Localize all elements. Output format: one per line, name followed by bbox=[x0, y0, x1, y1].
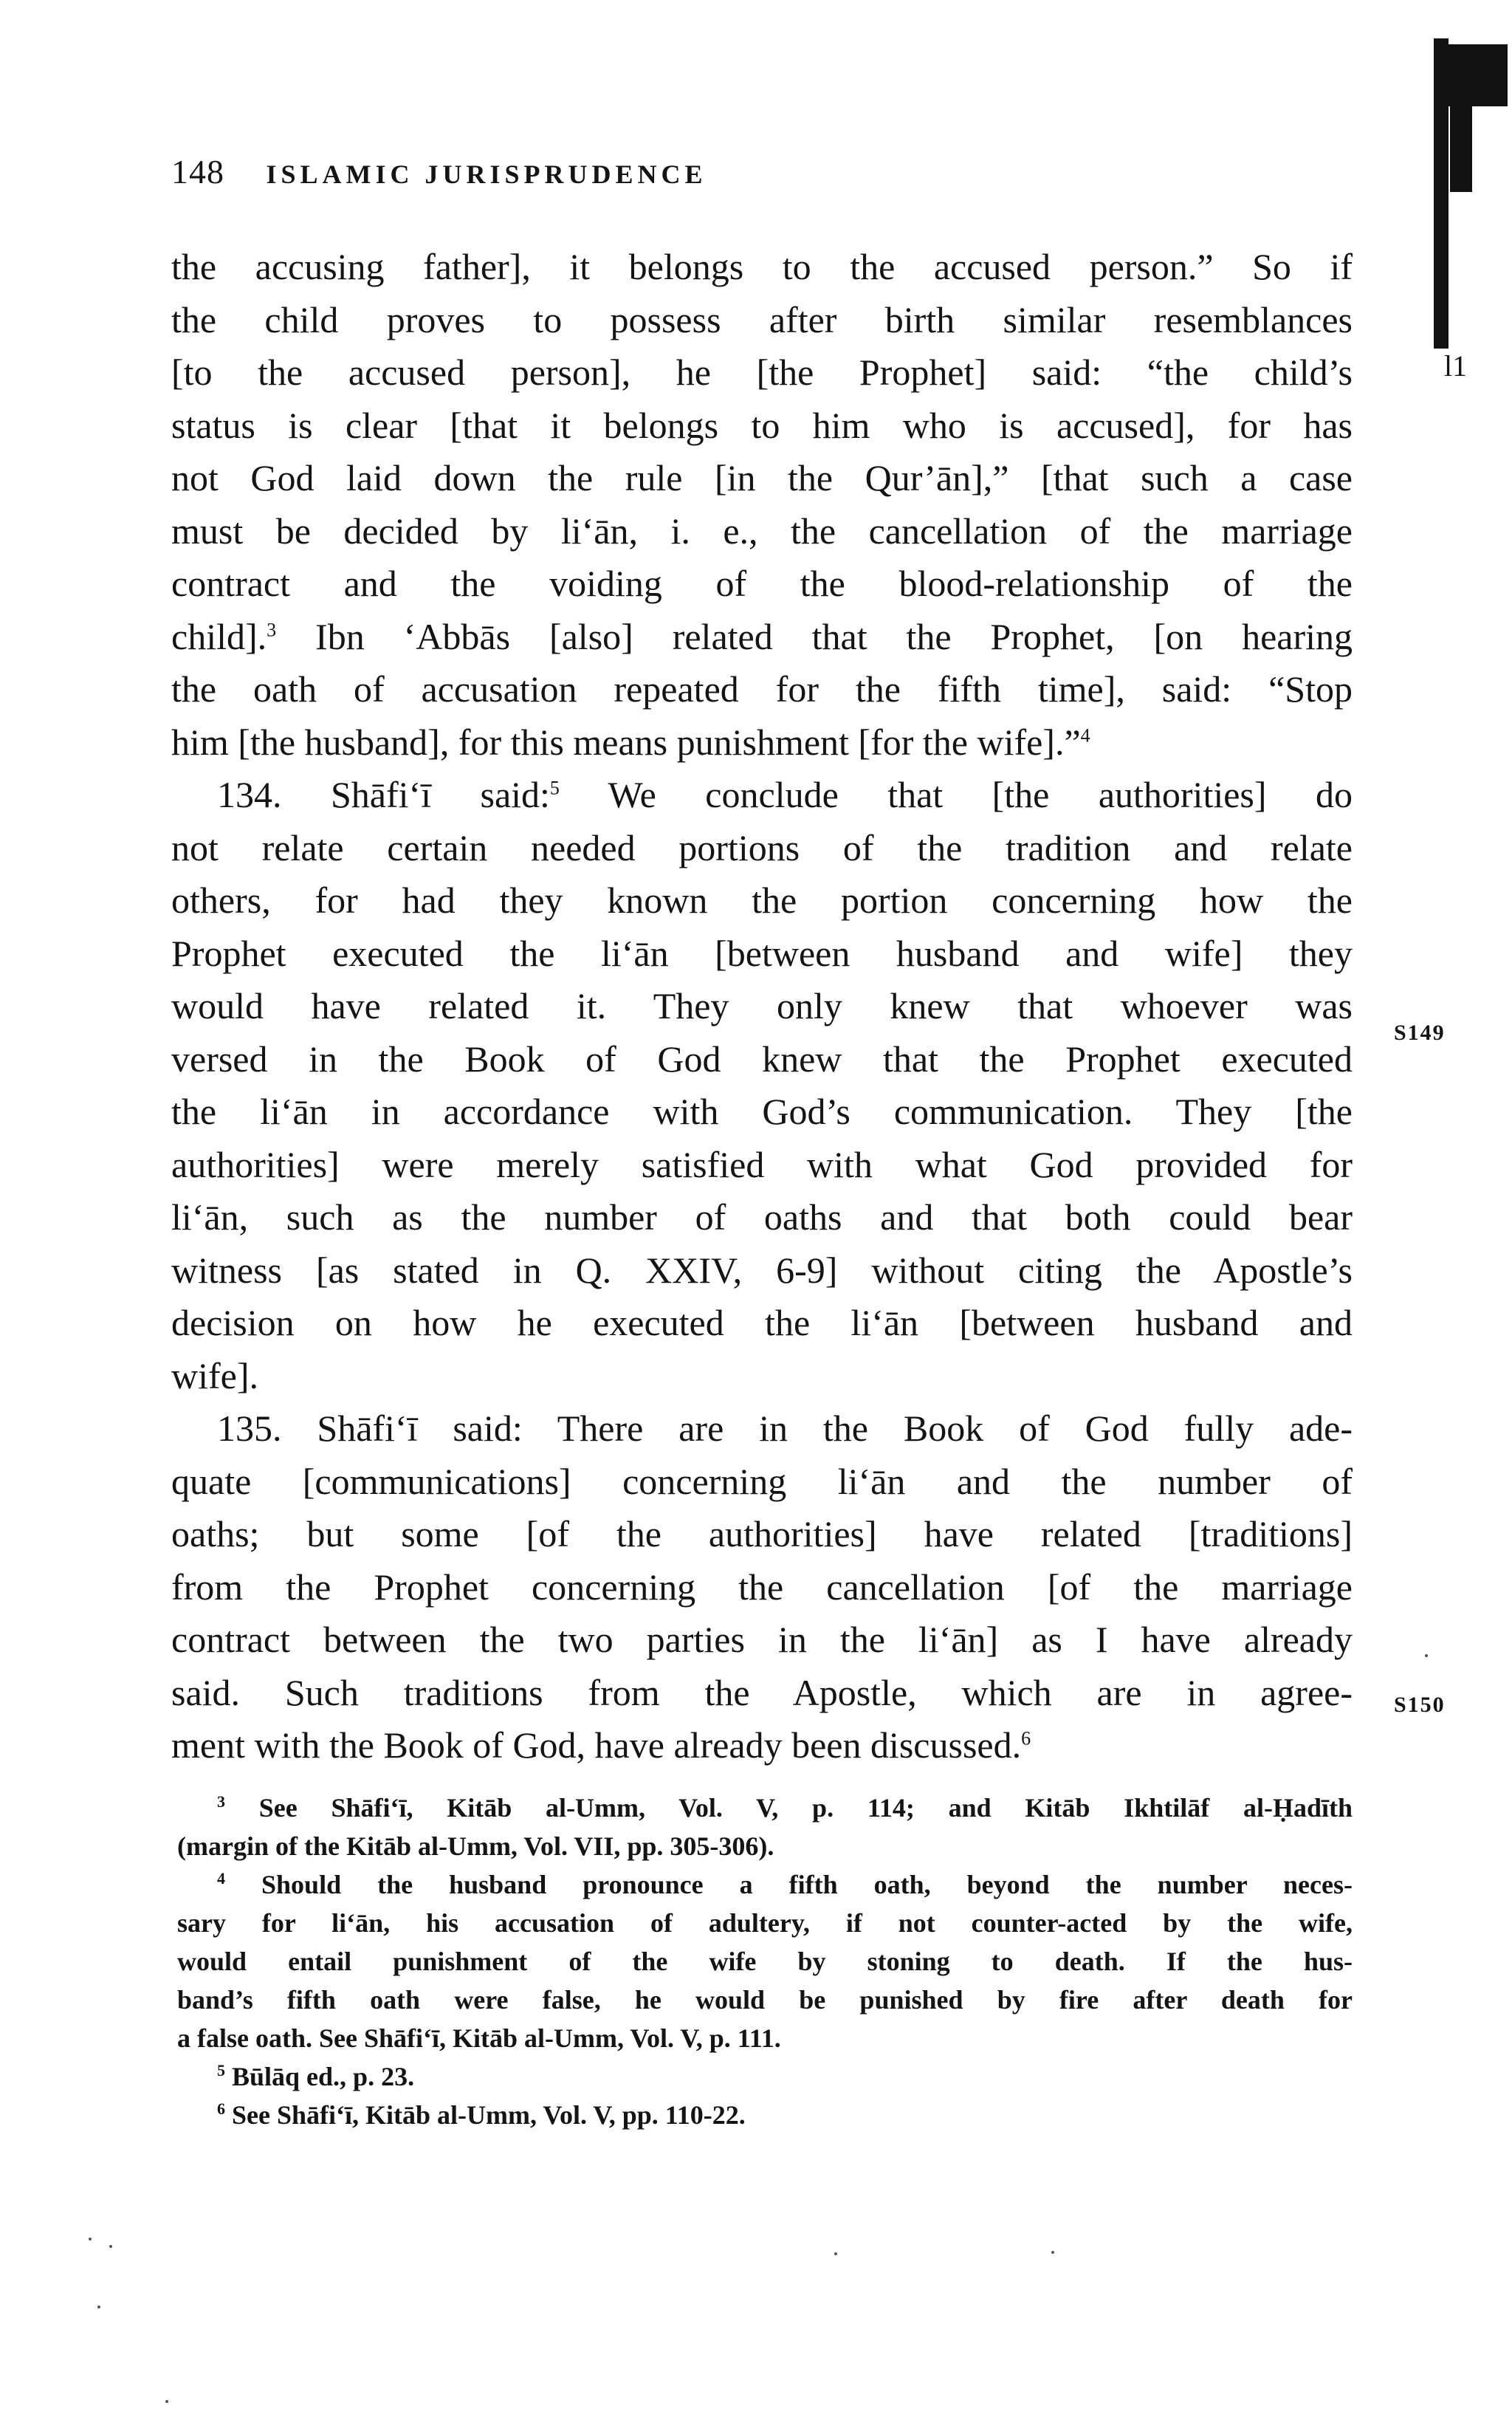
footnote-text: would entail punishment of the wife by stoning to death. If the hus- bbox=[177, 1947, 1353, 1976]
footnote-text: band’s fifth oath were false, he would be punished by fire after death for bbox=[177, 1985, 1353, 2015]
body-line bbox=[171, 1402, 1353, 1456]
footnote-text: a false oath. See Shāfi‘ī, Kitāb al-Umm, Vol. V, p. 111. bbox=[177, 2023, 781, 2053]
body-line bbox=[171, 980, 1353, 1033]
body-line-text: We conclude that [the authorities] do bbox=[559, 774, 1353, 815]
body-line bbox=[171, 1508, 1353, 1561]
footnote-marker: 5 bbox=[217, 2061, 225, 2080]
body-line bbox=[171, 1667, 1353, 1720]
body-line bbox=[171, 611, 1353, 664]
body-line-text: oaths; but some [of the authorities] have related [traditions] bbox=[171, 1513, 1353, 1554]
body-line-text: contract between the two parties in the li‘ān] as I have already bbox=[171, 1619, 1353, 1660]
body-line bbox=[171, 1561, 1353, 1614]
body-line bbox=[171, 1614, 1353, 1667]
footnote-ref: 3 bbox=[267, 618, 277, 640]
body-line-text: not relate certain needed portions of the tradition and relate bbox=[171, 826, 1353, 868]
body-line bbox=[171, 663, 1353, 716]
body-line-text: the li‘ān in accordance with God’s communication. They [the bbox=[171, 1091, 1353, 1132]
body-text bbox=[171, 241, 1353, 1772]
scan-speck bbox=[165, 2400, 168, 2403]
body-line-text: others, for had they known the portion concerning how the bbox=[171, 880, 1353, 921]
body-line-text: not God laid down the rule [in the Qur’ān],” [that such a case bbox=[171, 457, 1353, 498]
body-line-text: Prophet executed the li‘ān [between husband and wife] they bbox=[171, 932, 1353, 974]
running-title: ISLAMIC JURISPRUDENCE bbox=[266, 160, 707, 189]
margin-note-s149: S149 bbox=[1394, 1021, 1446, 1045]
body-line bbox=[171, 1191, 1353, 1244]
footnote-line bbox=[177, 2019, 1353, 2057]
footnote-text: (margin of the Kitāb al-Umm, Vol. VII, pp. 305-306). bbox=[177, 1831, 774, 1861]
body-line-text: status is clear [that it belongs to him who is accused], for has bbox=[171, 404, 1353, 446]
body-line bbox=[171, 241, 1353, 294]
body-line-text: contract and the voiding of the blood-relationship of the bbox=[171, 563, 1353, 604]
scan-speck bbox=[1425, 1654, 1428, 1657]
body-line-text: the accusing father], it belongs to the accused person.” So if bbox=[171, 246, 1353, 287]
footnote-line bbox=[177, 2057, 1353, 2096]
body-line bbox=[171, 716, 1353, 769]
body-line-text: the oath of accusation repeated for the fifth time], said: “Stop bbox=[171, 668, 1353, 710]
edge-mark: l1 bbox=[1444, 349, 1468, 383]
running-header bbox=[171, 152, 707, 191]
margin-note-s150: S150 bbox=[1394, 1693, 1446, 1717]
body-line bbox=[171, 1719, 1353, 1772]
body-line bbox=[171, 1350, 1353, 1403]
body-line-text: must be decided by li‘ān, i. e., the cancellation of the marriage bbox=[171, 510, 1353, 552]
body-line-text: Ibn ‘Abbās [also] related that the Prophet, [on hearing bbox=[276, 615, 1353, 657]
scan-edge-bar bbox=[1450, 103, 1472, 192]
body-line-text: him [the husband], for this means punishment [for the wife].” bbox=[171, 721, 1081, 763]
footnote-text: sary for li‘ān, his accusation of adultery, if not counter-acted by the wife, bbox=[177, 1908, 1353, 1938]
footnote-line bbox=[177, 1981, 1353, 2019]
footnote-line bbox=[177, 1827, 1353, 1865]
body-line bbox=[171, 294, 1353, 347]
body-line bbox=[171, 1456, 1353, 1509]
footnote-marker: 4 bbox=[217, 1869, 225, 1888]
body-line-text: would have related it. They only knew that whoever was bbox=[171, 985, 1353, 1026]
footnote-line bbox=[177, 1942, 1353, 1981]
body-line bbox=[171, 1297, 1353, 1350]
body-line-text: ment with the Book of God, have already been discussed. bbox=[171, 1724, 1022, 1766]
body-line-text: wife]. bbox=[171, 1354, 258, 1396]
footnote-ref: 4 bbox=[1080, 724, 1090, 746]
body-line-text: from the Prophet concerning the cancellation [of the marriage bbox=[171, 1566, 1353, 1608]
footnote-ref: 5 bbox=[549, 777, 560, 799]
body-line bbox=[171, 1139, 1353, 1192]
body-line bbox=[171, 1033, 1353, 1086]
footnote-text: See Shāfi‘ī, Kitāb al-Umm, Vol. V, pp. 110-22. bbox=[232, 2100, 746, 2130]
footnote-line bbox=[177, 1904, 1353, 1942]
body-line-text: versed in the Book of God knew that the Prophet executed bbox=[171, 1038, 1353, 1080]
scan-speck bbox=[109, 2245, 112, 2248]
body-line bbox=[171, 874, 1353, 928]
body-line bbox=[171, 505, 1353, 558]
body-line bbox=[171, 769, 1353, 822]
body-line-text: 135. Shāfi‘ī said: There are in the Book of God fully ade- bbox=[217, 1408, 1353, 1449]
body-line-text: quate [communications] concerning li‘ān and the number of bbox=[171, 1460, 1353, 1502]
body-line bbox=[171, 400, 1353, 453]
body-line bbox=[171, 558, 1353, 611]
footnote-text: See Shāfi‘ī, Kitāb al-Umm, Vol. V, p. 114; and Kitāb Ikhtilāf al-Ḥadīth bbox=[258, 1793, 1353, 1823]
body-line-text: child]. bbox=[171, 615, 267, 657]
footnote-line bbox=[177, 1865, 1353, 1904]
scan-edge-bar bbox=[1434, 44, 1508, 106]
footnote-marker: 6 bbox=[217, 2099, 225, 2118]
body-line-text: [to the accused person], he [the Prophet] said: “the child’s bbox=[171, 352, 1353, 393]
body-line-text: decision on how he executed the li‘ān [between husband and bbox=[171, 1302, 1353, 1343]
scan-speck bbox=[89, 2238, 92, 2241]
body-line bbox=[171, 452, 1353, 505]
body-line bbox=[171, 822, 1353, 875]
body-line-text: li‘ān, such as the number of oaths and that both could bear bbox=[171, 1196, 1353, 1238]
footnotes bbox=[177, 1789, 1353, 2134]
body-line bbox=[171, 1086, 1353, 1139]
page-number: 148 bbox=[171, 153, 224, 191]
body-line bbox=[171, 1244, 1353, 1297]
footnote-text: Should the husband pronounce a fifth oath, beyond the number neces- bbox=[261, 1870, 1353, 1899]
body-line-text: 134. Shāfi‘ī said: bbox=[217, 774, 550, 815]
body-line bbox=[171, 928, 1353, 981]
scan-speck bbox=[97, 2306, 100, 2308]
footnote-line bbox=[177, 1789, 1353, 1827]
body-line-text: the child proves to possess after birth similar resemblances bbox=[171, 298, 1353, 340]
body-line bbox=[171, 346, 1353, 400]
scan-speck bbox=[834, 2252, 837, 2255]
body-line-text: said. Such traditions from the Apostle, which are in agree- bbox=[171, 1671, 1353, 1713]
footnote-text: Būlāq ed., p. 23. bbox=[232, 2062, 415, 2091]
body-line-text: authorities] were merely satisfied with what God provided for bbox=[171, 1143, 1353, 1185]
footnote-marker: 3 bbox=[217, 1792, 225, 1811]
footnote-ref: 6 bbox=[1021, 1727, 1031, 1749]
body-line-text: witness [as stated in Q. XXIV, 6-9] without citing the Apostle’s bbox=[171, 1249, 1353, 1291]
footnote-line bbox=[177, 2096, 1353, 2134]
scan-speck bbox=[1051, 2251, 1054, 2254]
